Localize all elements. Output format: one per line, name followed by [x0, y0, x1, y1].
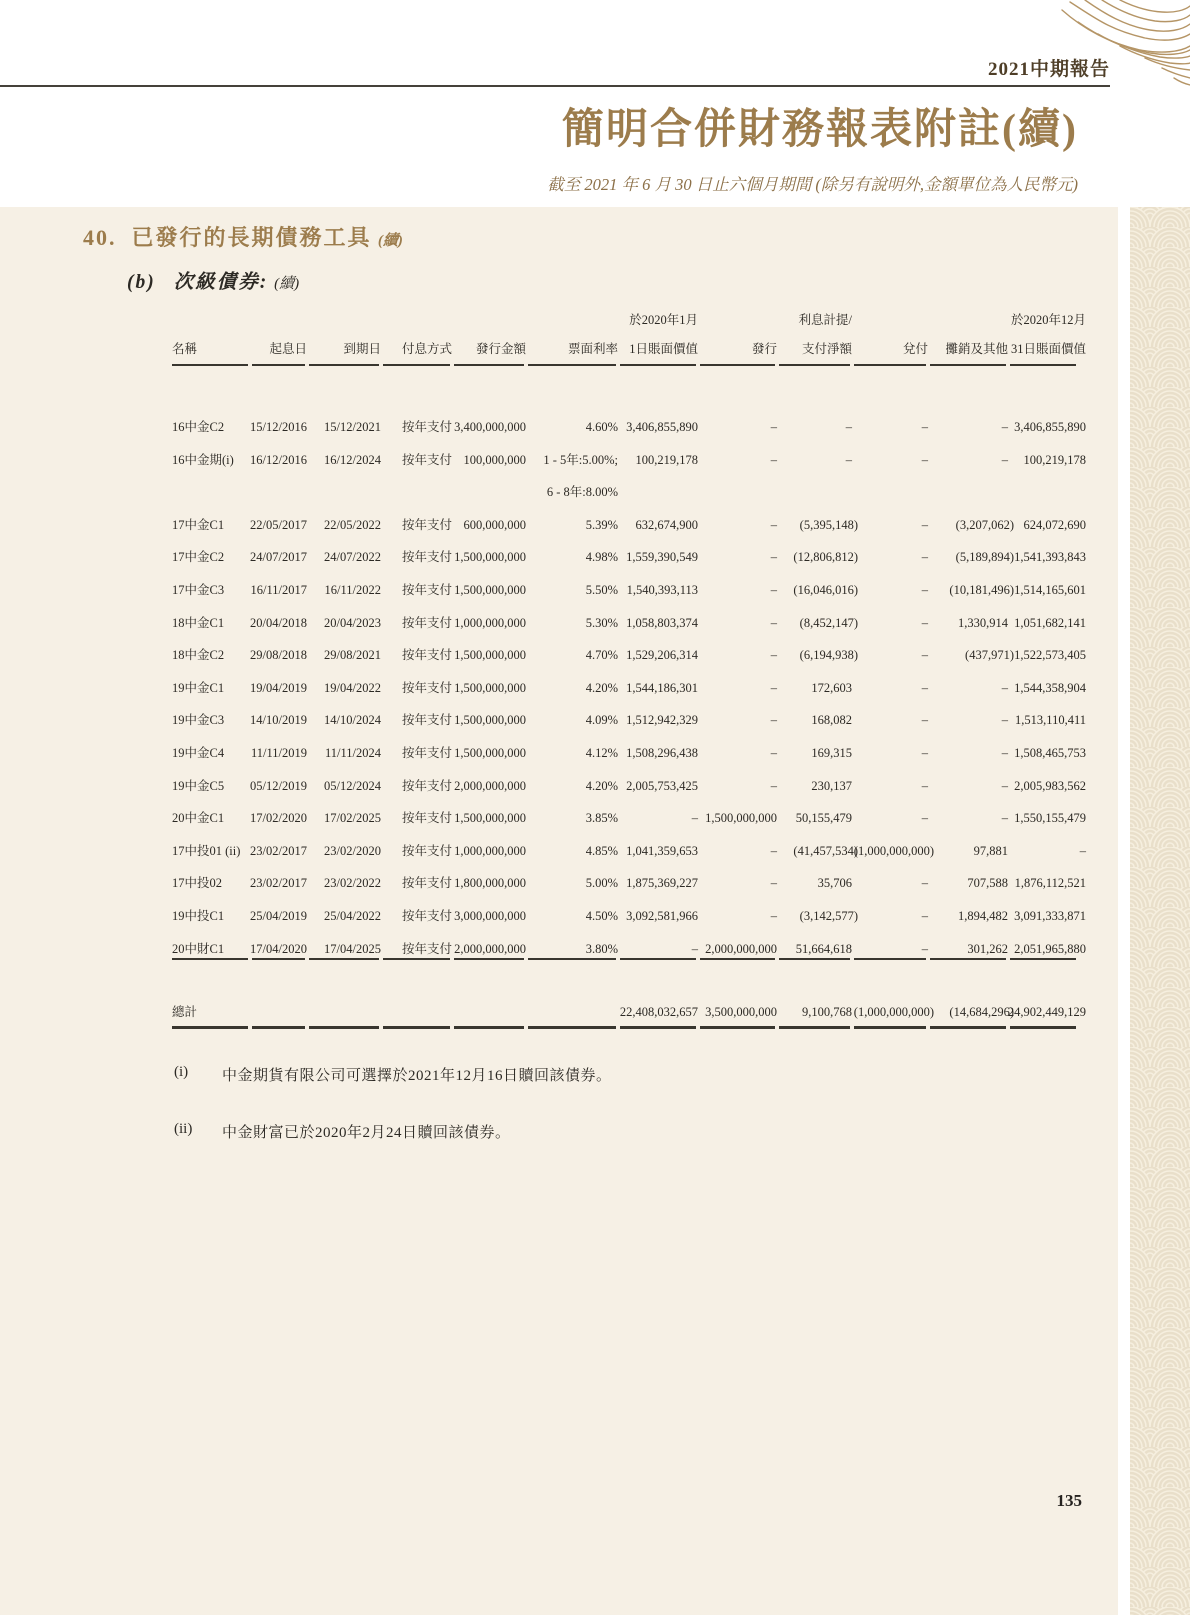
- bond-value: 100,219,178: [635, 452, 698, 467]
- bond-value: –: [921, 517, 928, 532]
- bond-value: –: [1001, 420, 1008, 434]
- bond-value: 05/12/2024: [324, 778, 381, 793]
- bond-value: 19/04/2022: [324, 680, 381, 695]
- bond-value: 1,041,359,653: [626, 843, 698, 858]
- bond-value: –: [770, 778, 777, 793]
- page-subtitle: 截至 2021 年 6 月 30 日止六個月期間 (除另有說明外,金額單位為人民幣元): [547, 175, 1078, 194]
- table-rule-segment: [309, 958, 379, 960]
- table-rule-segment: [172, 364, 248, 366]
- bond-value: –: [770, 517, 777, 532]
- bond-value: 1,522,573,405: [1014, 648, 1086, 663]
- bond-name: 20中財C1: [172, 941, 225, 956]
- bond-value: 24/07/2022: [324, 550, 381, 565]
- bond-value: 1,559,390,549: [626, 550, 698, 565]
- bond-value: –: [770, 420, 777, 434]
- bond-value: 4.70%: [585, 648, 618, 663]
- bond-value: 按年支付: [401, 713, 452, 728]
- table-rule-segment: [779, 364, 850, 366]
- bond-value: –: [1001, 713, 1008, 728]
- subsection-continued-label: (續): [274, 276, 300, 292]
- bond-value: 4.09%: [585, 713, 618, 728]
- report-edition-label: 2021中期報告: [987, 59, 1110, 80]
- table-rule-segment: [172, 1026, 248, 1029]
- column-header: 兌付: [902, 342, 928, 356]
- bond-value: 1,058,803,374: [626, 615, 698, 630]
- bond-value: 4.60%: [585, 420, 618, 434]
- bond-value: 3,092,581,966: [626, 909, 698, 923]
- table-rule-segment: [700, 1026, 775, 1029]
- bond-value: 1 - 5年:5.00%;: [543, 452, 618, 467]
- bond-value: 11/11/2024: [324, 746, 381, 760]
- bond-value: 15/12/2021: [324, 420, 381, 434]
- bond-value: 97,881: [973, 843, 1008, 858]
- bond-value: 14/10/2019: [250, 713, 307, 728]
- bond-value: 1,500,000,000: [454, 811, 526, 826]
- bond-value: 14/10/2024: [324, 713, 381, 728]
- table-rule-segment: [1010, 958, 1076, 960]
- bond-value: 5.39%: [585, 517, 618, 532]
- bond-value: 按年支付: [401, 517, 452, 532]
- bond-value: 按年支付: [401, 615, 452, 630]
- bond-value: 1,500,000,000: [454, 583, 526, 597]
- table-rule-segment: [854, 958, 926, 960]
- bond-value: 1,541,393,843: [1014, 550, 1086, 565]
- bond-name: 19中金C5: [172, 778, 225, 793]
- bond-value: 1,513,110,411: [1015, 713, 1086, 728]
- bond-value: –: [845, 420, 852, 434]
- bond-value: 05/12/2019: [250, 778, 307, 793]
- bond-value: 11/11/2019: [250, 746, 307, 760]
- bond-value: 172,603: [811, 680, 852, 695]
- bond-value: –: [921, 452, 928, 467]
- bond-value: 25/04/2022: [324, 909, 381, 923]
- bond-value: –: [921, 811, 928, 826]
- bond-value: 5.50%: [585, 583, 618, 597]
- table-rule-segment: [252, 1026, 305, 1029]
- bond-value: (10,181,496): [949, 583, 1014, 597]
- bond-value: 50,155,479: [795, 811, 852, 826]
- bond-value: –: [921, 615, 928, 630]
- bond-value: 29/08/2021: [324, 648, 381, 663]
- bond-value: 25/04/2019: [250, 909, 307, 923]
- bond-value: –: [1001, 778, 1008, 793]
- column-header: 到期日: [343, 342, 381, 356]
- bond-value: 3,406,855,890: [1014, 420, 1086, 434]
- table-rule-segment: [700, 364, 775, 366]
- bond-value: –: [921, 713, 928, 728]
- table-rule-segment: [930, 364, 1006, 366]
- bond-value: 1,508,465,753: [1014, 746, 1086, 760]
- bond-value: 2,005,983,562: [1014, 778, 1086, 793]
- table-rule-segment: [700, 958, 775, 960]
- table-rule-segment: [454, 1026, 524, 1029]
- bond-name: 18中金C2: [172, 648, 225, 663]
- bond-value: 35,706: [817, 876, 852, 891]
- bond-value: –: [770, 452, 777, 467]
- column-header: 付息方式: [401, 342, 452, 356]
- bond-value: 2,051,965,880: [1014, 941, 1086, 956]
- bond-value: 4.98%: [585, 550, 618, 565]
- bond-value: –: [921, 941, 928, 956]
- bond-value: 按年支付: [401, 420, 452, 434]
- bond-value: 4.12%: [585, 746, 618, 760]
- bond-value: –: [845, 452, 852, 467]
- bond-value: 1,544,186,301: [626, 680, 698, 695]
- bond-value: –: [770, 713, 777, 728]
- note-label: (i): [174, 1064, 189, 1080]
- bond-value: –: [921, 746, 928, 760]
- bond-value: 23/02/2020: [324, 843, 381, 858]
- bond-value: 17/02/2025: [324, 811, 381, 826]
- column-header: 於2020年12月: [1010, 313, 1086, 327]
- table-rule-segment: [1010, 1026, 1076, 1029]
- bond-value: 1,800,000,000: [454, 876, 526, 891]
- note-text: 中金財富已於2020年2月24日贖回該債券。: [222, 1125, 511, 1141]
- bond-value: –: [1001, 811, 1008, 826]
- bond-value: (5,189,894): [955, 550, 1014, 565]
- bond-value: 624,072,690: [1023, 517, 1086, 532]
- column-header: 31日賬面價值: [1010, 342, 1086, 356]
- table-rule-segment: [620, 958, 696, 960]
- column-header: 1日賬面價值: [629, 342, 698, 356]
- bond-value: 按年支付: [401, 811, 452, 826]
- bond-value: (437,971): [965, 648, 1014, 663]
- bond-value: 19/04/2019: [250, 680, 307, 695]
- table-rule-segment: [528, 958, 616, 960]
- bond-value: 17/02/2020: [250, 811, 307, 826]
- bond-value: (41,457,534): [793, 843, 858, 858]
- bond-value: 3,400,000,000: [454, 420, 526, 434]
- bond-value: 1,000,000,000: [454, 615, 526, 630]
- bond-value: 1,876,112,521: [1014, 876, 1086, 891]
- bond-value: 5.00%: [585, 876, 618, 891]
- bond-value: 100,000,000: [463, 452, 526, 467]
- bond-value: 29/08/2018: [250, 648, 307, 663]
- bond-value: 3.85%: [585, 811, 618, 826]
- bond-value: 1,330,914: [958, 615, 1008, 630]
- table-rule-segment: [309, 364, 379, 366]
- total-value: (1,000,000,000): [853, 1005, 934, 1019]
- bond-value: 632,674,900: [635, 517, 698, 532]
- table-rule-segment: [854, 1026, 926, 1029]
- bond-value: 按年支付: [401, 909, 452, 923]
- bond-value: 3,000,000,000: [454, 909, 526, 923]
- bond-value: 23/02/2022: [324, 876, 381, 891]
- bond-value: 51,664,618: [795, 941, 852, 956]
- bond-value: 16/12/2016: [250, 452, 307, 467]
- bond-value: 600,000,000: [463, 517, 526, 532]
- table-rule-segment: [454, 958, 524, 960]
- bond-value: –: [921, 909, 928, 923]
- bond-value: –: [921, 583, 928, 597]
- bond-value: –: [1001, 746, 1008, 760]
- bond-value: –: [1001, 452, 1008, 467]
- bond-value: 1,000,000,000: [454, 843, 526, 858]
- bond-name: 18中金C1: [172, 615, 225, 630]
- bond-value: 100,219,178: [1023, 452, 1086, 467]
- bond-value: –: [770, 615, 777, 630]
- total-label: 總計: [172, 1005, 198, 1019]
- bond-value: 2,000,000,000: [454, 778, 526, 793]
- column-header: 起息日: [269, 342, 307, 356]
- bond-value: 2,000,000,000: [454, 941, 526, 956]
- bond-name: 16中金C2: [172, 420, 225, 434]
- table-rule-segment: [528, 364, 616, 366]
- bond-value: 1,500,000,000: [454, 713, 526, 728]
- column-header: 攤銷及其他: [945, 342, 1008, 356]
- bond-value: 按年支付: [401, 778, 452, 793]
- page-number: 135: [1056, 1491, 1082, 1510]
- bond-value: 按年支付: [401, 843, 452, 858]
- table-rule-segment: [172, 958, 248, 960]
- bond-value: –: [770, 746, 777, 760]
- bond-value: 按年支付: [401, 550, 452, 565]
- bond-value: 1,500,000,000: [454, 680, 526, 695]
- bond-value: 1,500,000,000: [454, 648, 526, 663]
- bond-value: 3,406,855,890: [626, 420, 698, 434]
- total-value: 24,902,449,129: [1007, 1005, 1086, 1019]
- section-number: 40.: [83, 225, 117, 250]
- table-rule-segment: [620, 364, 696, 366]
- bond-name: 17中投01 (ii): [172, 843, 241, 858]
- table-rule-segment: [620, 1026, 696, 1029]
- bond-value: 1,544,358,904: [1014, 680, 1086, 695]
- bond-value: 3.80%: [585, 941, 618, 956]
- bond-value: –: [770, 550, 777, 565]
- bond-value: 2,000,000,000: [705, 941, 777, 956]
- bond-value: (12,806,812): [793, 550, 858, 565]
- bond-value: 230,137: [811, 778, 852, 793]
- bond-value: 3,091,333,871: [1014, 909, 1086, 923]
- bond-value: (8,452,147): [799, 615, 858, 630]
- column-header: 發行金額: [475, 342, 526, 356]
- bond-value: 168,082: [811, 713, 852, 728]
- bond-value: –: [770, 583, 777, 597]
- subsection-title: 次級債券:: [173, 272, 269, 293]
- table-rule-segment: [1010, 364, 1076, 366]
- column-header: 名稱: [172, 342, 198, 356]
- table-rule-segment: [779, 1026, 850, 1029]
- bond-value: 按年支付: [401, 452, 452, 467]
- bond-value: (5,395,148): [799, 517, 858, 532]
- bond-name: 17中金C3: [172, 583, 225, 597]
- bond-name: 17中金C1: [172, 517, 225, 532]
- bond-name: 17中金C2: [172, 550, 225, 565]
- bond-value: 1,894,482: [958, 909, 1008, 923]
- table-rule-segment: [930, 958, 1006, 960]
- bond-value: –: [921, 778, 928, 793]
- table-rule-segment: [528, 1026, 616, 1029]
- bond-value: –: [691, 941, 698, 956]
- section-title: 已發行的長期債務工具: [131, 225, 372, 250]
- table-rule-segment: [252, 958, 305, 960]
- bond-value: 1,512,942,329: [626, 713, 698, 728]
- table-rule-segment: [383, 1026, 450, 1029]
- bond-value: 16/11/2022: [324, 583, 381, 597]
- bond-value: –: [921, 550, 928, 565]
- bond-value: (6,194,938): [799, 648, 858, 663]
- bond-value: 按年支付: [401, 648, 452, 663]
- bond-value: 5.30%: [585, 615, 618, 630]
- bond-value: –: [921, 680, 928, 695]
- bond-value: –: [770, 680, 777, 695]
- total-value: 22,408,032,657: [619, 1005, 698, 1019]
- bond-value: 17/04/2020: [250, 941, 307, 956]
- bond-value: 按年支付: [401, 876, 452, 891]
- bond-value: 23/02/2017: [250, 876, 307, 891]
- bond-value: –: [1079, 843, 1086, 858]
- bond-name: 17中投02: [172, 876, 223, 891]
- table-rule-segment: [854, 364, 926, 366]
- note-text: 中金期貨有限公司可選擇於2021年12月16日贖回該債券。: [222, 1068, 612, 1084]
- bond-value: 17/04/2025: [324, 941, 381, 956]
- note-label: (ii): [174, 1121, 193, 1137]
- column-header: 於2020年1月: [629, 313, 698, 327]
- bond-value: –: [770, 876, 777, 891]
- bond-value: 按年支付: [401, 583, 452, 597]
- bond-value: (1,000,000,000): [853, 843, 934, 858]
- bond-value: 1,500,000,000: [454, 746, 526, 760]
- bond-value: 20/04/2018: [250, 615, 307, 630]
- bond-value: 22/05/2022: [324, 517, 381, 532]
- bond-value: –: [770, 909, 777, 923]
- bond-value: 23/02/2017: [250, 843, 307, 858]
- bond-value: 2,005,753,425: [626, 778, 698, 793]
- bond-value: 24/07/2017: [250, 550, 307, 565]
- table-rule-segment: [779, 958, 850, 960]
- bond-value: 707,588: [967, 876, 1008, 891]
- bond-value: 22/05/2017: [250, 517, 307, 532]
- bond-value: 1,508,296,438: [626, 746, 698, 760]
- table-rule-segment: [454, 364, 524, 366]
- bond-name: 19中金C1: [172, 680, 225, 695]
- column-header: 票面利率: [567, 342, 618, 356]
- bond-value: 1,500,000,000: [705, 811, 777, 826]
- bond-value: 1,051,682,141: [1014, 615, 1086, 630]
- bond-value: 1,514,165,601: [1014, 583, 1086, 597]
- table-rule-segment: [930, 1026, 1006, 1029]
- bond-value: 16/12/2024: [324, 452, 381, 467]
- column-header: 發行: [751, 342, 777, 356]
- bond-value: 20/04/2023: [324, 615, 381, 630]
- table-rule-segment: [383, 958, 450, 960]
- bond-name: 19中投C1: [172, 909, 225, 923]
- column-header: 利息計提/: [798, 313, 852, 327]
- bond-value: –: [921, 648, 928, 663]
- bond-value: –: [921, 420, 928, 434]
- bond-value: 4.50%: [585, 909, 618, 923]
- bond-name: 20中金C1: [172, 811, 225, 826]
- table-rule-segment: [309, 1026, 379, 1029]
- bond-value: 15/12/2016: [250, 420, 307, 434]
- column-header: 支付淨額: [801, 342, 852, 356]
- bond-value: 4.85%: [585, 843, 618, 858]
- bond-value: 1,875,369,227: [626, 876, 698, 891]
- bond-value: 6 - 8年:8.00%: [546, 485, 618, 500]
- bond-value: –: [921, 876, 928, 891]
- bond-value: –: [1001, 680, 1008, 695]
- bond-value: 1,500,000,000: [454, 550, 526, 565]
- bond-value: 按年支付: [401, 680, 452, 695]
- bond-value: 301,262: [967, 941, 1008, 956]
- total-value: 3,500,000,000: [705, 1005, 777, 1019]
- bond-value: 16/11/2017: [250, 583, 307, 597]
- bond-value: 1,550,155,479: [1014, 811, 1086, 826]
- bond-value: 按年支付: [401, 746, 452, 760]
- total-value: 9,100,768: [802, 1005, 852, 1019]
- bond-value: (3,207,062): [955, 517, 1014, 532]
- bond-name: 19中金C4: [172, 746, 225, 760]
- table-rule-segment: [252, 364, 305, 366]
- bond-value: 4.20%: [585, 680, 618, 695]
- bond-value: –: [691, 811, 698, 826]
- table-rule-segment: [383, 364, 450, 366]
- bond-value: (3,142,577): [799, 909, 858, 923]
- bond-value: 4.20%: [585, 778, 618, 793]
- bond-value: 1,529,206,314: [626, 648, 698, 663]
- bond-value: (16,046,016): [793, 583, 858, 597]
- subsection-label: (b): [127, 272, 156, 293]
- bond-name: 19中金C3: [172, 713, 225, 728]
- bond-value: 169,315: [811, 746, 852, 760]
- bond-value: –: [770, 648, 777, 663]
- bond-value: –: [770, 843, 777, 858]
- total-value: (14,684,296): [949, 1005, 1014, 1019]
- bond-value: 1,540,393,113: [626, 583, 698, 597]
- bond-name: 16中金期(i): [172, 452, 234, 467]
- section-continued-label: (續): [377, 233, 403, 249]
- bond-value: 按年支付: [401, 941, 452, 956]
- page-title: 簡明合併財務報表附註(續): [562, 107, 1078, 153]
